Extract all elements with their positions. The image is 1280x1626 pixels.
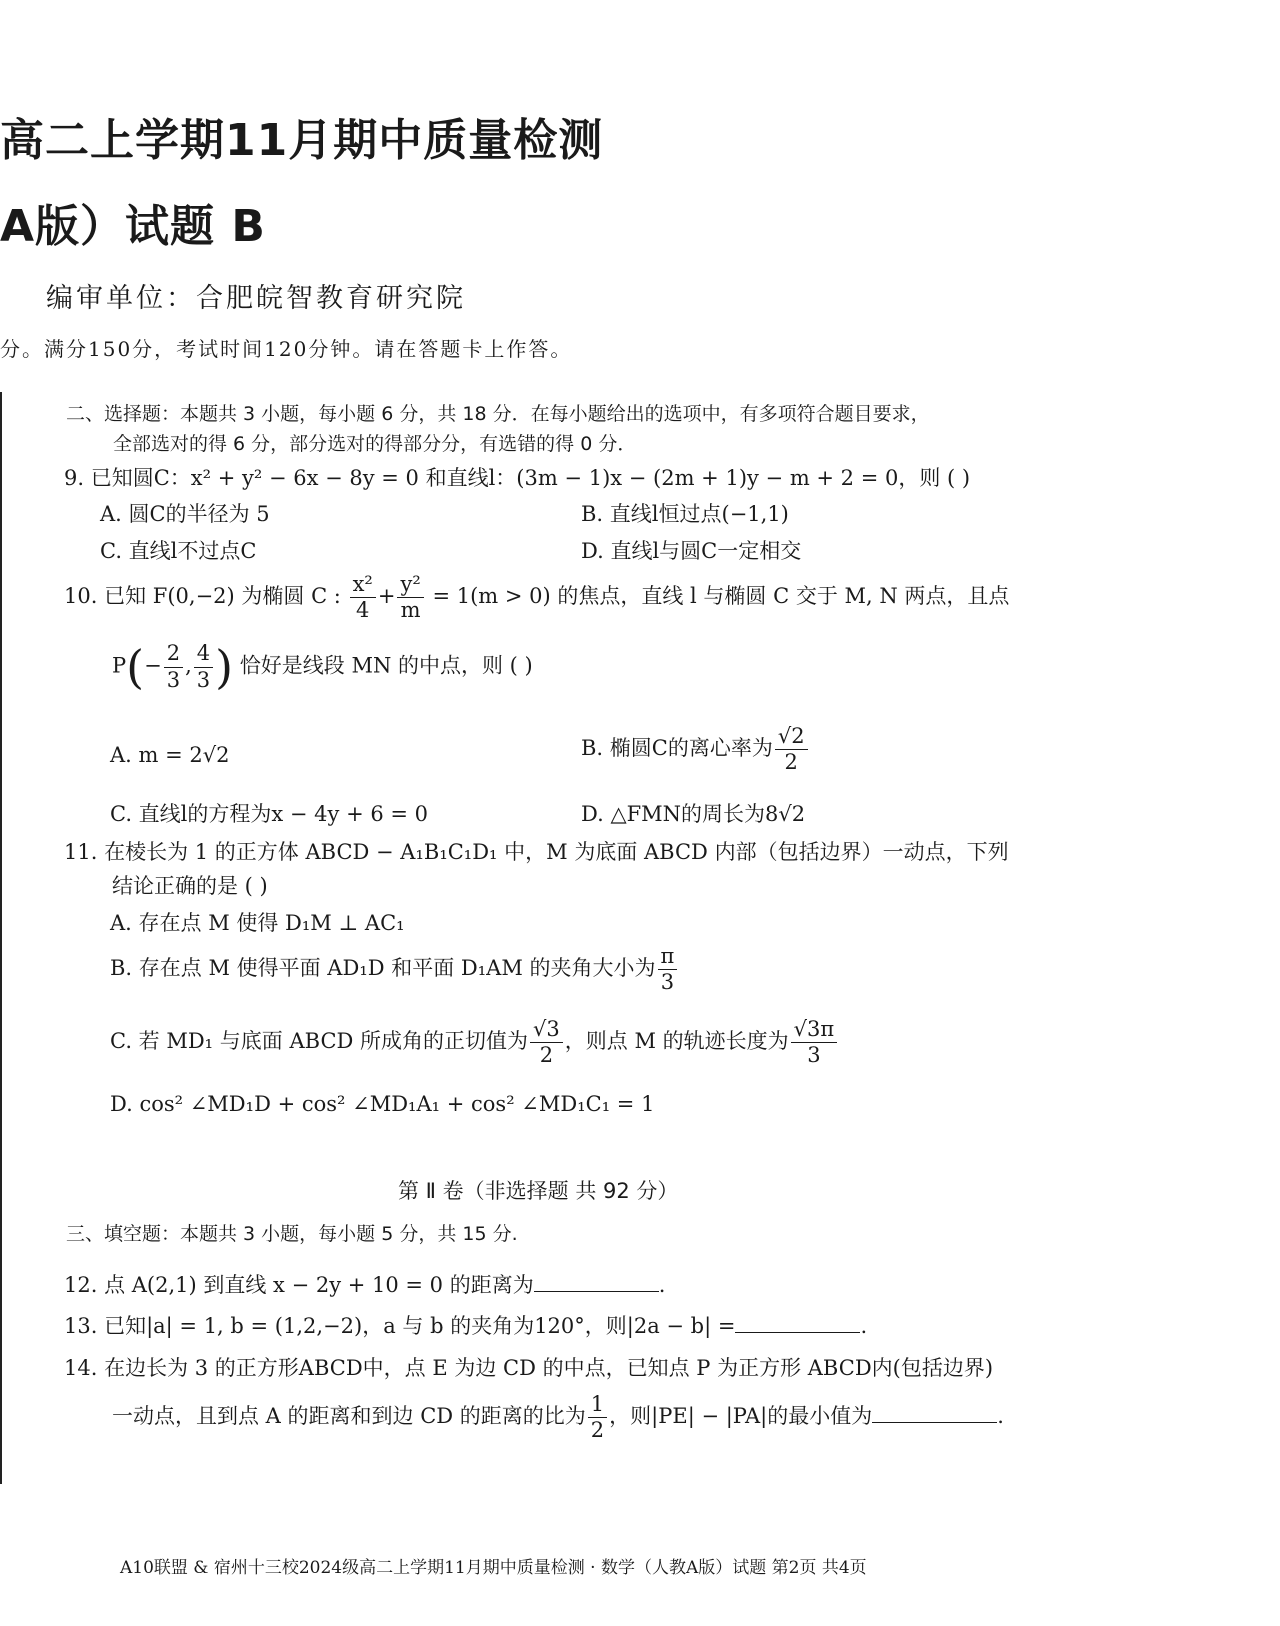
- q11-option-a: A. 存在点 M 使得 D₁M ⊥ AC₁: [110, 911, 405, 935]
- q10-stem-line1: [64, 572, 1009, 623]
- q10-stem-a: 已知 F(0,−2) 为椭圆 C :: [104, 584, 341, 609]
- q10-stem-c: 恰好是线段 MN 的中点，则 ( ): [239, 653, 533, 678]
- q10-point-comma: ,: [185, 653, 192, 678]
- q10-number: 10.: [64, 584, 98, 609]
- q10-point-x-den: 3: [166, 667, 181, 692]
- q10-point-y-den: 3: [196, 667, 211, 692]
- q14-end: .: [997, 1404, 1004, 1429]
- q11-option-b: [110, 944, 679, 995]
- section2-heading-line1: 二、选择题：本题共 3 小题，每小题 6 分，共 18 分．在每小题给出的选项中，有多项符合题目要求，: [66, 403, 930, 425]
- q14-fraction-den: 2: [590, 1418, 605, 1443]
- q12-end: .: [658, 1273, 666, 1297]
- part2-heading: 第 Ⅱ 卷（非选择题 共 92 分）: [398, 1179, 679, 1203]
- q10-stem-line2: [112, 640, 533, 694]
- q13-end: .: [860, 1314, 868, 1338]
- q10-option-b-text: B. 椭圆C的离心率为: [581, 736, 773, 761]
- q11-option-b-fraction: [658, 944, 678, 995]
- q11-option-c-den2: 3: [807, 1043, 821, 1068]
- section3-heading: 三、填空题：本题共 3 小题，每小题 5 分，共 15 分.: [66, 1223, 518, 1245]
- q10-fraction-y-num: y²: [397, 572, 423, 598]
- q13: [64, 1310, 867, 1340]
- q11-stem-line2: 结论正确的是 ( ): [112, 874, 268, 898]
- q11-stem-line1: 11. 在棱长为 1 的正方体 ABCD − A₁B₁C₁D₁ 中，M 为底面 ABCD 内部（包括边界）一动点，下列: [64, 840, 1009, 864]
- q12: [64, 1269, 665, 1299]
- q14-line2-a: 一动点，且到点 A 的距离和到边 CD 的距离的比为: [112, 1404, 586, 1429]
- q10-point-x-num: 2: [164, 641, 183, 667]
- section2-heading-line2: 全部选对的得 6 分，部分选对的得部分分，有选错的得 0 分．: [113, 433, 637, 455]
- q10-point-y: [194, 641, 213, 692]
- q10-option-b-den: 2: [784, 750, 798, 775]
- q10-point-x: [164, 641, 183, 692]
- q10-point-minus: −: [144, 653, 162, 678]
- q10-option-a: A. m = 2√2: [110, 743, 230, 767]
- q10-point-y-num: 4: [194, 641, 213, 667]
- q11-option-c-den1: 2: [539, 1043, 554, 1068]
- q12-answer-blank[interactable]: [534, 1271, 659, 1292]
- q11-option-c-fraction1: [530, 1017, 563, 1068]
- title-line-1: 高二上学期11月期中质量检测: [0, 115, 604, 166]
- q11-option-c-text2: ，则点 M 的轨迹长度为: [564, 1029, 789, 1054]
- page-footer: A10联盟 & 宿州十三校2024级高二上学期11月期中质量检测 · 数学（人教A版）试题 第2页 共4页: [120, 1558, 867, 1578]
- q14-fraction-num: 1: [588, 1392, 607, 1418]
- q14-answer-blank[interactable]: [872, 1402, 997, 1423]
- q11-option-b-den: 3: [660, 970, 675, 995]
- left-paren-icon: (: [126, 640, 145, 694]
- q10-point-label: P: [112, 653, 127, 678]
- reviewer-unit: 编审单位：合肥皖智教育研究院: [46, 283, 466, 314]
- q10-stem-b: = 1(m > 0) 的焦点，直线 l 与椭圆 C 交于 M, N 两点，且点: [432, 584, 1010, 609]
- left-margin-rule: [0, 392, 2, 1484]
- q12-text: 12. 点 A(2,1) 到直线 x − 2y + 10 = 0 的距离为: [64, 1273, 534, 1297]
- q9-option-a: A. 圆C的半径为 5: [100, 502, 270, 526]
- q11-option-c-num2: √3π: [791, 1017, 838, 1043]
- exam-instructions: 分。满分150分，考试时间120分钟。请在答题卡上作答。: [0, 337, 573, 361]
- q10-option-b: [581, 724, 810, 775]
- q10-fraction-y: [397, 572, 423, 623]
- q9-option-d: D. 直线l与圆C一定相交: [581, 539, 802, 563]
- q11-option-c: [110, 1017, 839, 1068]
- q14-line1: 14. 在边长为 3 的正方形ABCD中，点 E 为边 CD 的中点，已知点 P 为正方形 ABCD内(包括边界): [64, 1356, 994, 1380]
- title-line-2-text: A版）试题 B: [0, 201, 266, 252]
- q14-line2-b: ，则|PE| − |PA|的最小值为: [609, 1404, 873, 1429]
- q9-stem: 9. 已知圆C：x² + y² − 6x − 8y = 0 和直线l：(3m − 1)x − (2m + 1)y − m + 2 = 0，则 ( ): [64, 466, 971, 490]
- q13-text: 13. 已知|a| = 1, b = (1,2,−2)，a 与 b 的夹角为120°，则|2a − b| =: [64, 1314, 736, 1338]
- q13-answer-blank[interactable]: [735, 1312, 860, 1333]
- q10-fraction-y-den: m: [400, 598, 421, 623]
- q11-option-b-text: B. 存在点 M 使得平面 AD₁D 和平面 D₁AM 的夹角大小为: [110, 956, 656, 981]
- q11-option-c-num1: √3: [530, 1017, 563, 1043]
- q11-option-c-fraction2: [791, 1017, 838, 1068]
- q10-plus: +: [377, 584, 396, 609]
- q14-fraction: [588, 1392, 607, 1443]
- right-paren-icon: ): [215, 640, 234, 694]
- q9-option-b: B. 直线l恒过点(−1,1): [581, 502, 789, 526]
- q9-option-c: C. 直线l不过点C: [100, 539, 257, 563]
- q10-option-c: C. 直线l的方程为x − 4y + 6 = 0: [110, 802, 429, 826]
- q10-fraction-x-num: x²: [350, 572, 376, 598]
- q11-option-d: D. cos² ∠MD₁D + cos² ∠MD₁A₁ + cos² ∠MD₁C₁ = 1: [110, 1092, 655, 1116]
- q11-option-b-num: π: [658, 944, 678, 970]
- q10-fraction-x-den: 4: [356, 598, 370, 623]
- q11-option-c-text1: C. 若 MD₁ 与底面 ABCD 所成角的正切值为: [110, 1029, 529, 1054]
- q10-option-d: D. △FMN的周长为8√2: [581, 802, 806, 826]
- q10-option-b-num: √2: [775, 724, 808, 750]
- q10-fraction-x: [350, 572, 376, 623]
- q14-line2: [112, 1392, 1004, 1443]
- title-line-2: [0, 190, 266, 254]
- q10-option-b-fraction: [775, 724, 808, 775]
